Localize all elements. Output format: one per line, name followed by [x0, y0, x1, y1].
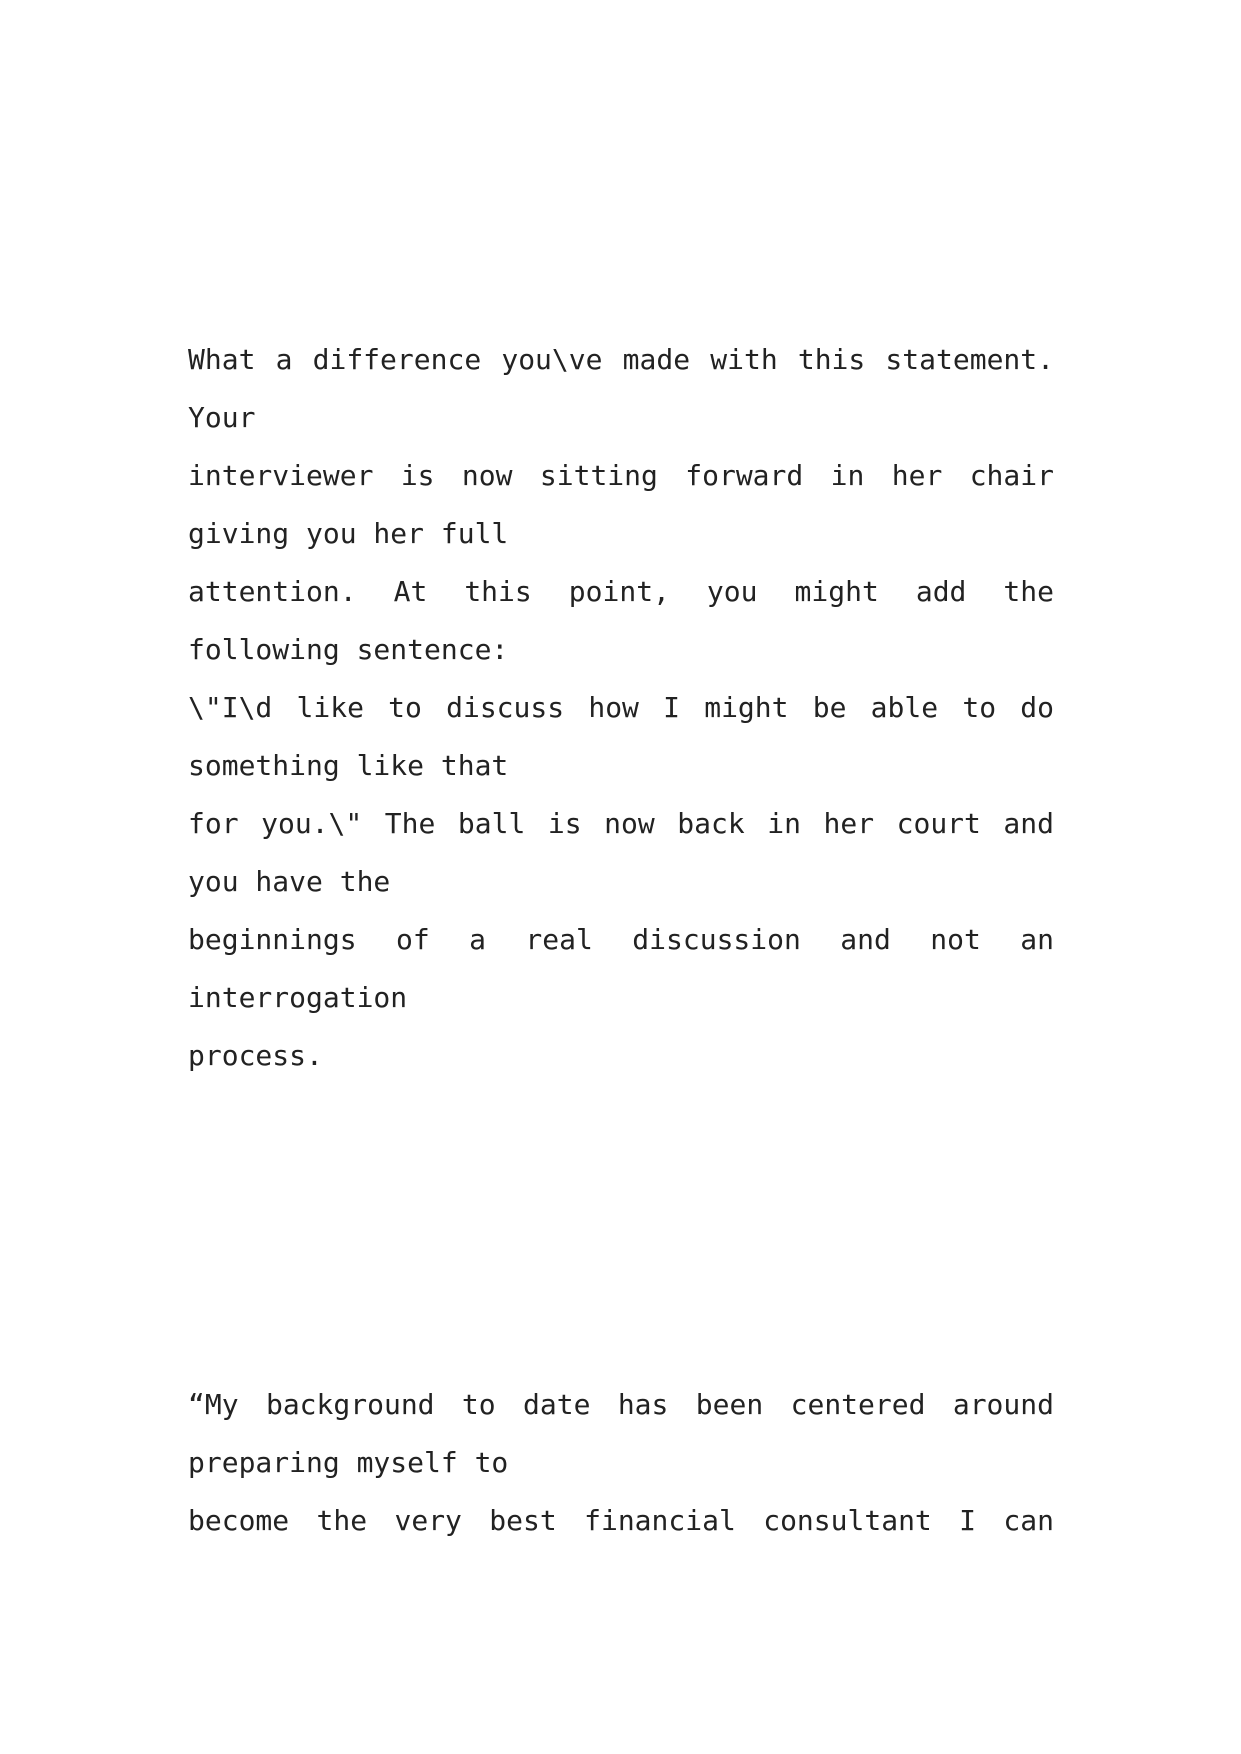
text-line: interviewer is now sitting forward in her chair — [188, 459, 1054, 492]
text-line: you have the — [188, 865, 391, 898]
text-line: interrogation — [188, 981, 408, 1014]
text-line: What a difference you\ve made with this statement. — [188, 343, 1054, 376]
text-line: preparing myself to — [188, 1446, 509, 1479]
text-line: Your — [188, 401, 256, 434]
text-line: “My background to date has been centered around — [188, 1388, 1054, 1421]
text-line: become the very best financial consultant I can — [188, 1504, 1054, 1537]
text-line: process. — [188, 1039, 323, 1072]
text-line: giving you her full — [188, 517, 509, 550]
text-line: attention. At this point, you might add the — [188, 575, 1054, 608]
text-line: \"I\d like to discuss how I might be able to do — [188, 691, 1054, 724]
text-line: something like that — [188, 749, 509, 782]
text-line: following sentence: — [188, 633, 509, 666]
text-line: beginnings of a real discussion and not an — [188, 923, 1054, 956]
text-line: for you.\" The ball is now back in her court and — [188, 807, 1054, 840]
